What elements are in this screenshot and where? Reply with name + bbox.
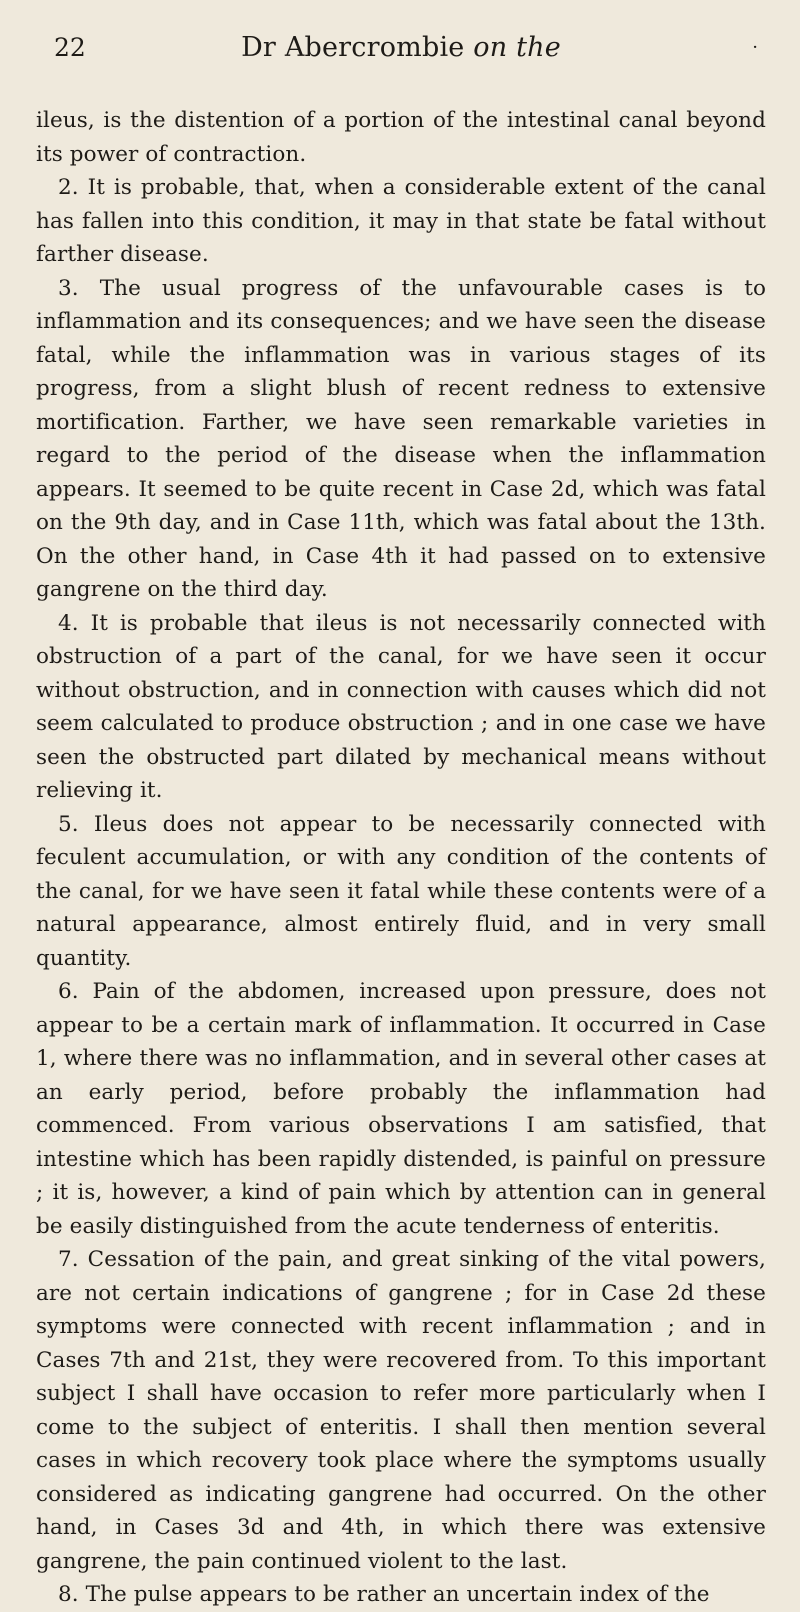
paragraph-7: 7. Cessation of the pain, and great sinking of the vital powers, are not certain indications of gangrene ; for in Case 2d these symptoms were connected with recent inflammation ; and in Cases 7th and 21st, they were recovered from. To this important subject I shall have occasion to refer more particularly when I come to the subject of enteritis. I shall then mention several cases in which recovery took place where the symptoms usually considered as indicating gangrene had occurred. On the other hand, in Cases 3d and 4th, in which there was extensive gangrene, the pain continued violent to the last. xyxy=(36,1247,766,1574)
running-head xyxy=(36,28,766,68)
body-text xyxy=(36,104,766,1612)
paragraph-2: 2. It is probable, that, when a considerable extent of the canal has fallen into this condition, it may in that state be fatal without farther disease. xyxy=(36,175,766,267)
paragraph-8: 8. The pulse appears to be rather an uncertain index of the xyxy=(58,1582,710,1607)
paragraph-continuation: ileus, is the distention of a portion of the intestinal canal beyond its power of contraction. xyxy=(36,108,766,167)
header-title xyxy=(36,28,766,68)
header-author: Dr Abercrombie xyxy=(241,32,465,63)
header-title-italic: on the xyxy=(473,32,561,63)
paragraph-5: 5. Ileus does not appear to be necessarily connected with feculent accumulation, or with any condition of the contents of the canal, for we have seen it fatal while these contents were of a natural appearance, almost entirely fluid, and in very small quantity. xyxy=(36,811,766,971)
header-mark: · xyxy=(752,37,758,58)
paragraph-3: 3. The usual progress of the unfavourable cases is to inflammation and its consequences; and we have seen the disease fatal, while the inflammation was in various stages of its progress, from a slight blush of recent redness to extensive mortification. Farther, we have seen remarkable varieties in regard to the period of the disease when the inflammation appears. It seemed to be quite recent in Case 2d, which was fatal on the 9th day, and in Case 11th, which was fatal about the 13th. On the other hand, in Case 4th it had passed on to extensive gangrene on the third day. xyxy=(36,275,766,602)
paragraph-4: 4. It is probable that ileus is not necessarily connected with obstruction of a part of the canal, for we have seen it occur without obstruction, and in connection with causes which did not seem calculated to produce obstruction ; and in one case we have seen the obstructed part dilated by mechanical means without relieving it. xyxy=(36,610,766,803)
page-number: 22 xyxy=(54,33,86,62)
paragraph-6: 6. Pain of the abdomen, increased upon pressure, does not appear to be a certain mark of inflammation. It occurred in Case 1, where there was no inflammation, and in several other cases at an early period, before probably the inflammation had commenced. From various observations I am satisfied, that intestine which has been rapidly distended, is painful on pressure ; it is, however, a kind of pain which by attention can in general be easily distinguished from the acute tenderness of enteritis. xyxy=(36,979,766,1239)
